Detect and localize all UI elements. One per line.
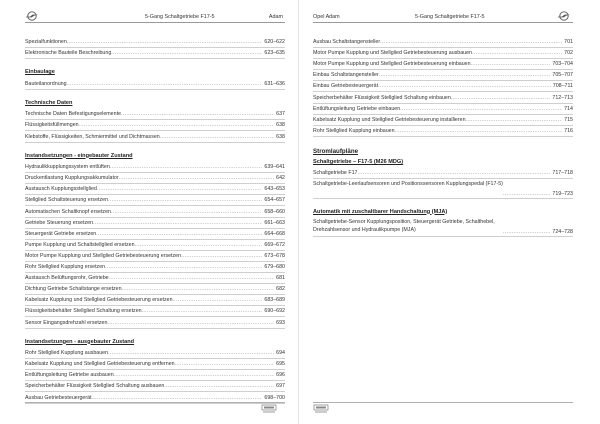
section-heading: Technische Daten (25, 99, 73, 106)
opel-logo-icon (557, 11, 571, 21)
toc-entry[interactable] (313, 49, 573, 59)
toc-entry[interactable] (25, 38, 285, 48)
toc-entry-title: Dichtung Getriebe Schaltstange ersetzen (25, 286, 122, 293)
toc-entry-pages: 719–723 (552, 190, 573, 197)
toc-entry-title: Rohr Stellglied Kupplung ausbauen (25, 350, 109, 357)
toc-entry-title: Sensor Eingangsdrehzahl ersetzen (25, 319, 108, 326)
toc-entry-pages: 681 (276, 275, 285, 282)
toc-entry-pages: 679–680 (264, 264, 285, 270)
dot-leader (97, 185, 263, 194)
toc-entry-pages: 724–728 (552, 229, 573, 235)
toc-entry-title: Entlüftungsleitung Getriebe ausbauen (25, 372, 114, 379)
header-brand: Opel Adam (313, 14, 340, 20)
toc-entry-title: Rohr Stellglied Kupplung ersetzen (25, 264, 106, 270)
toc-entry[interactable] (25, 319, 285, 329)
toc-entry-title: Druckentlastung Kupplungsakkumulator (25, 175, 119, 182)
toc-entry-title: Ausbau Schaltstangensteller (313, 39, 381, 45)
toc-entry-title: Automatischen Schaltknopf ersetzen (25, 208, 111, 215)
toc-entry[interactable] (25, 360, 285, 370)
toc-entry[interactable] (25, 174, 285, 184)
dot-leader (108, 349, 274, 358)
toc-entry-pages: 701 (564, 39, 573, 45)
toc-entry-pages: 669–672 (264, 241, 285, 248)
toc-entry-title: Einbau Getriebesteuergerät (313, 83, 379, 90)
footer-rule (313, 402, 573, 403)
toc-entry-title: Speicherbehälter Flüssigkeit Stellglied Schaltung einbauen (313, 94, 451, 101)
toc-entry-title: Elektronische Bauteile Beschreibung (25, 50, 112, 57)
toc-entry-pages: 693 (276, 319, 285, 326)
right-page (313, 0, 573, 424)
toc-entry-title: Schaltgetriebe F17 (313, 170, 358, 177)
dot-leader (164, 382, 274, 391)
dot-leader (400, 105, 562, 114)
toc-entry-pages: 697 (276, 383, 285, 390)
dot-leader (175, 360, 275, 369)
dot-leader (135, 241, 263, 250)
toc-entry[interactable] (25, 230, 285, 240)
toc-entry-pages: 638 (276, 133, 285, 140)
toc-entry-title: Schaltgetriebe-Sensor Kupplungsposition, Steuergerät Getriebe, Schalthebel, Drehzahlsensor und Hydraulikpumpe (MJA) (313, 219, 495, 233)
toc-entry-title: Bauteilanordnung (25, 80, 67, 87)
toc-entry[interactable] (25, 49, 285, 59)
footer-rule (25, 402, 285, 403)
toc-entry-title: Stellglied Schaltsteuerung ersetzen (25, 197, 109, 204)
toc-entry-pages: 698–700 (264, 394, 285, 401)
section-heading: Instandsetzungen - eingebauter Zustand (25, 152, 133, 159)
dot-leader (395, 127, 563, 136)
toc-entry-title: Ausbau Getriebesteuergerät (25, 394, 92, 401)
dot-leader (93, 219, 262, 228)
toc-entry-pages: 712–713 (552, 94, 573, 101)
dot-leader (503, 190, 550, 198)
toc-entry[interactable] (25, 219, 285, 229)
dot-leader (110, 163, 263, 172)
dot-leader (379, 71, 551, 80)
page-gutter (298, 0, 299, 424)
header-chapter: 5-Gang Schaltgetriebe F17-5 (415, 14, 485, 20)
toc-entry-pages: 702 (564, 50, 573, 57)
toc-entry-title: Speicherbehälter Flüssigkeit Stellglied Schaltung ausbauen (25, 383, 165, 390)
toc-entry[interactable] (25, 274, 285, 284)
toc-entry[interactable] (313, 105, 573, 115)
toc-entry[interactable] (313, 38, 573, 48)
left-page (25, 0, 285, 424)
toc-entry[interactable] (25, 371, 285, 381)
section-heading: Schaltgetriebe – F17-5 (M26 MDG) (313, 158, 404, 165)
toc-entry[interactable] (313, 116, 573, 126)
toc-entry-pages: 705–707 (552, 72, 573, 79)
toc-entry-title: Austausch Belüftungsrohr, Getriebe (25, 275, 109, 282)
toc-entry-title: Flüssigkeitsfüllmengen (25, 122, 79, 129)
toc-entry[interactable] (25, 110, 285, 120)
toc-entry-title: Schaltgetriebe-Leerlaufsensoren und Positionssensoren Kupplungspedal (F17-5) (313, 180, 503, 187)
section-heading: Stromlaufpläne (313, 147, 359, 155)
dot-leader (378, 82, 551, 91)
toc-entry[interactable] (25, 163, 285, 173)
dot-leader (173, 296, 263, 305)
dot-leader (67, 38, 263, 47)
toc-entry-pages: 658–660 (264, 208, 285, 215)
dot-leader (472, 49, 562, 58)
toc-entry[interactable] (313, 94, 573, 104)
toc-entry-title: Kabelsatz Kupplung und Stellglied Getriebesteuerung installieren (313, 116, 466, 123)
toc-entry[interactable] (313, 169, 573, 179)
toc-entry-pages: 664–668 (264, 230, 285, 237)
toc-entry[interactable] (25, 80, 285, 90)
toc-entry[interactable] (25, 263, 285, 273)
toc-entry-title: Motor Pumpe Kupplung und Stellglied Getriebesteuerung ausbauen (313, 50, 473, 57)
toc-entry[interactable] (313, 82, 573, 92)
toc-entry-title: Getriebe Steuerung ersetzen (25, 219, 94, 226)
header-chapter: 5-Gang Schaltgetriebe F17-5 (145, 14, 215, 20)
toc-entry-pages: 638 (276, 122, 285, 129)
opel-logo-icon (25, 11, 39, 21)
dot-leader (142, 307, 263, 316)
section-heading: Instandsetzungen - ausgebauter Zustand (25, 338, 135, 345)
dot-leader (503, 228, 550, 236)
toc-entry-pages: 696 (276, 372, 285, 379)
toc-entry-title: Pumpe Kupplung und Schaltstellglied ersetzen (25, 241, 135, 248)
dot-leader (380, 38, 562, 47)
dot-leader (111, 208, 262, 217)
toc-entry-title: Flüssigkeitsbehälter Stellglied Schaltung ersetzen (25, 308, 142, 315)
dot-leader (79, 121, 275, 130)
toc-entry-pages: 673–678 (264, 252, 285, 259)
toc-entry-pages: 631–636 (264, 80, 285, 87)
toc-entry-pages: 695 (276, 361, 285, 368)
header-brand: Adam (268, 14, 283, 20)
toc-entry[interactable] (25, 241, 285, 251)
toc-entry[interactable] (25, 296, 285, 306)
toc-entry-pages: 623–635 (264, 50, 285, 57)
toc-entry-title: Einbau Schaltstangensteller (313, 72, 379, 79)
dot-leader (105, 263, 262, 272)
toc-entry-title: Kabelsatz Kupplung und Stellglied Getriebesteuerung ersetzen (25, 297, 173, 304)
toc-entry-pages: 654–657 (264, 197, 285, 204)
toc-entry-title: Austausch Kupplungsstellglied (25, 186, 97, 193)
toc-entry[interactable] (25, 196, 285, 206)
toc-entry[interactable] (313, 71, 573, 81)
toc-entry[interactable] (25, 307, 285, 317)
dot-leader (160, 133, 274, 142)
publisher-logo-icon (313, 404, 329, 414)
dot-leader (108, 196, 262, 205)
toc-entry[interactable] (313, 219, 573, 237)
dot-leader (471, 60, 551, 69)
toc-entry[interactable] (313, 181, 573, 199)
toc-entry-title: Steuergerät Getriebe ersetzen (25, 230, 97, 237)
toc-entry-pages: 683–689 (264, 297, 285, 304)
header-rule (25, 22, 285, 23)
toc-entry-title: Spezialfunktionen (25, 39, 67, 45)
toc-entry[interactable] (25, 208, 285, 218)
dot-leader (121, 110, 274, 119)
toc-entry[interactable] (25, 349, 285, 359)
toc-entry-pages: 717–718 (552, 170, 573, 177)
dot-leader (181, 252, 262, 261)
dot-leader (119, 174, 275, 183)
dot-leader (67, 80, 263, 89)
section-heading: Einbaulage (25, 69, 55, 76)
toc-entry-title: Entlüftungsleitung Getriebe einbauen (313, 105, 401, 112)
toc-entry-title: Klebstoffe, Flüssigkeiten, Schmiermittel und Dichtmassen (25, 133, 160, 140)
toc-entry-pages: 716 (564, 127, 573, 134)
toc-entry-pages: 714 (564, 105, 573, 112)
dot-leader (111, 49, 262, 58)
dot-leader (357, 169, 550, 178)
toc-entry-title: Motor Pumpe Kupplung und Stellglied Getriebesteuerung ersetzen (25, 252, 182, 259)
dot-leader (96, 230, 262, 239)
section-heading: Automatik mit zuschaltbarer Handschaltung (MJA) (313, 208, 448, 215)
toc-entry-pages: 708–711 (552, 83, 573, 90)
publisher-logo-icon (261, 404, 277, 414)
toc-entry-pages: 694 (276, 350, 285, 357)
toc-entry-pages: 620–622 (264, 39, 285, 45)
dot-leader (109, 274, 275, 283)
toc-entry[interactable] (25, 121, 285, 131)
toc-entry[interactable] (25, 382, 285, 392)
dot-leader (451, 94, 551, 103)
toc-entry-title: Kabelsatz Kupplung und Stellglied Getriebesteuerung entfernen (25, 361, 175, 368)
toc-entry[interactable] (25, 133, 285, 143)
dot-leader (122, 285, 275, 294)
toc-entry-pages: 642 (276, 175, 285, 182)
dot-leader (107, 319, 274, 328)
toc-entry-pages: 715 (564, 116, 573, 123)
toc-entry-pages: 690–692 (264, 308, 285, 315)
toc-entry[interactable] (25, 252, 285, 262)
toc-entry-pages: 639–641 (264, 164, 285, 171)
toc-entry-title: Hydraulikkupplungssystem entlüften (25, 164, 110, 171)
toc-entry-title: Motor Pumpe Kupplung und Stellglied Getriebesteuerung einbauen (313, 61, 471, 68)
toc-entry-pages: 643–653 (264, 186, 285, 193)
dot-leader (466, 116, 563, 125)
toc-entry-title: Technische Daten Befestigungselemente (25, 111, 121, 118)
toc-entry-pages: 682 (276, 286, 285, 293)
toc-entry-title: Rohr Stellglied Kupplung einbauen (313, 127, 395, 134)
toc-entry-pages: 661–663 (264, 219, 285, 226)
header-rule (313, 22, 573, 23)
toc-entry[interactable] (313, 127, 573, 137)
dot-leader (114, 371, 275, 380)
toc-entry[interactable] (25, 185, 285, 195)
toc-entry-pages: 637 (276, 111, 285, 118)
toc-entry[interactable] (313, 60, 573, 70)
toc-entry-pages: 703–704 (552, 61, 573, 68)
toc-entry[interactable] (25, 285, 285, 295)
